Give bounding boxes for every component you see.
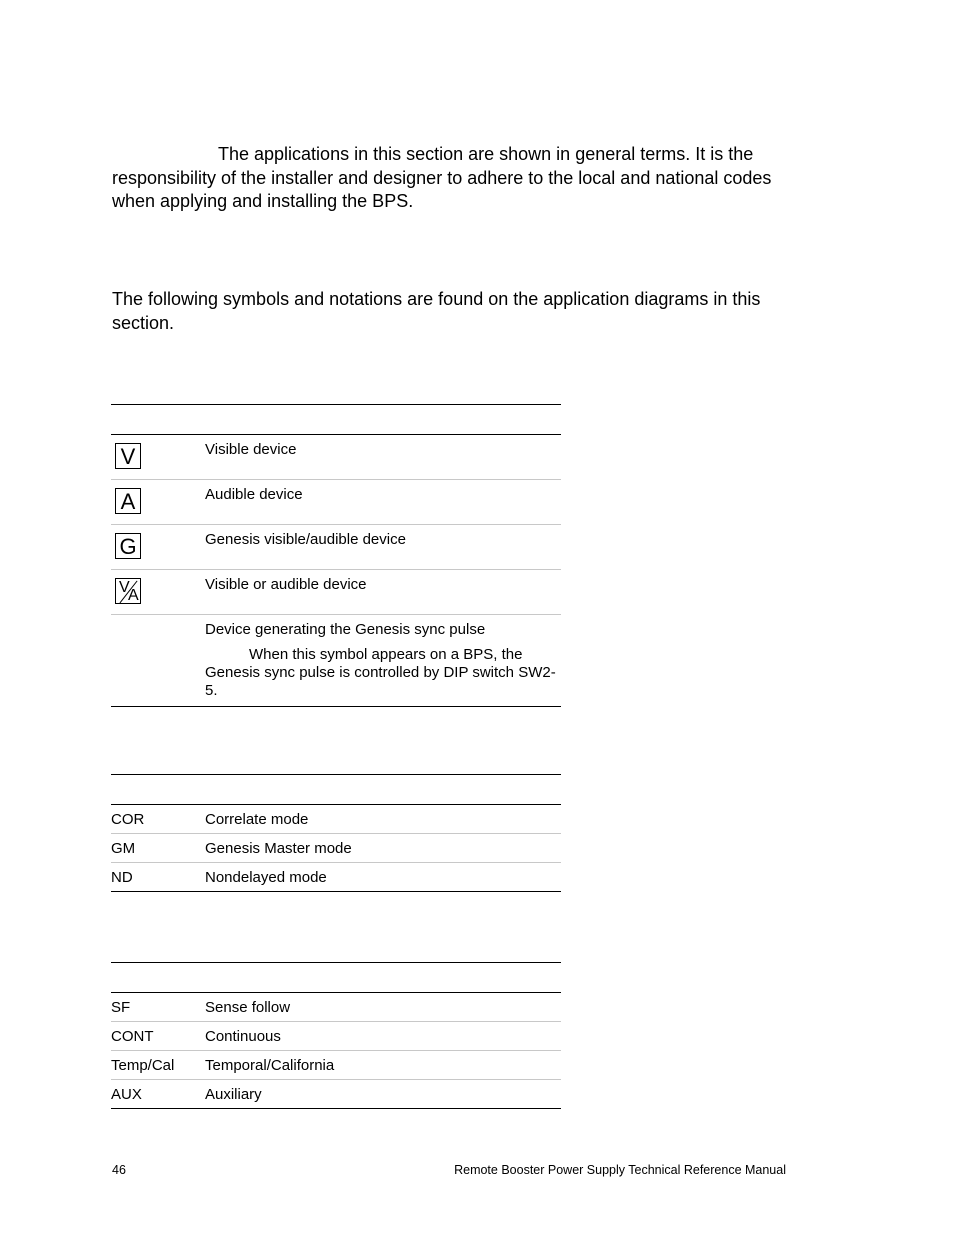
manual-title: Remote Booster Power Supply Technical Reference Manual [454,1163,786,1177]
table-row [111,1080,561,1109]
output-code: CONT [111,1022,205,1051]
outputs-table [111,962,561,1109]
visible-device-icon: V [115,443,141,469]
symbols-table [111,404,561,707]
table-row [111,805,561,834]
table-row [111,615,561,707]
table-header-row [111,775,561,805]
intro-paragraph-1: The applications in this section are shown in general terms. It is the responsibility of the installer and designer to adhere to the local and national codes when applying and installing the BPS. [112,144,772,211]
modes-table [111,774,561,892]
symbol-description: Device generating the Genesis sync pulse [205,621,486,638]
table-header-row [111,963,561,993]
mode-description: Correlate mode [205,805,561,834]
output-code: SF [111,993,205,1022]
table-row [111,1051,561,1080]
table-header-row [111,405,561,435]
visible-or-audible-icon: V A [115,578,141,604]
table-row [111,1022,561,1051]
table-row [111,863,561,892]
output-description: Temporal/California [205,1051,561,1080]
mode-code: GM [111,834,205,863]
table-row [111,834,561,863]
table-row [111,480,561,525]
symbol-description: Audible device [205,480,561,525]
symbol-note: When this symbol appears on a BPS, the Genesis sync pulse is controlled by DIP switch SW2-5. [205,646,556,699]
table-row [111,435,561,480]
table-row [111,525,561,570]
genesis-device-icon: G [115,533,141,559]
table-row [111,993,561,1022]
audible-device-icon: A [115,488,141,514]
output-description: Continuous [205,1022,561,1051]
mode-code: COR [111,805,205,834]
symbol-description: Genesis visible/audible device [205,525,561,570]
output-code: Temp/Cal [111,1051,205,1080]
table-row [111,570,561,615]
intro-paragraph-2: The following symbols and notations are found on the application diagrams in this section. [112,289,761,333]
output-description: Sense follow [205,993,561,1022]
page-number: 46 [112,1163,126,1177]
mode-description: Nondelayed mode [205,863,561,892]
output-code: AUX [111,1080,205,1109]
symbol-description: Visible device [205,435,561,480]
mode-code: ND [111,863,205,892]
mode-description: Genesis Master mode [205,834,561,863]
symbol-description: Visible or audible device [205,570,561,615]
output-description: Auxiliary [205,1080,561,1109]
